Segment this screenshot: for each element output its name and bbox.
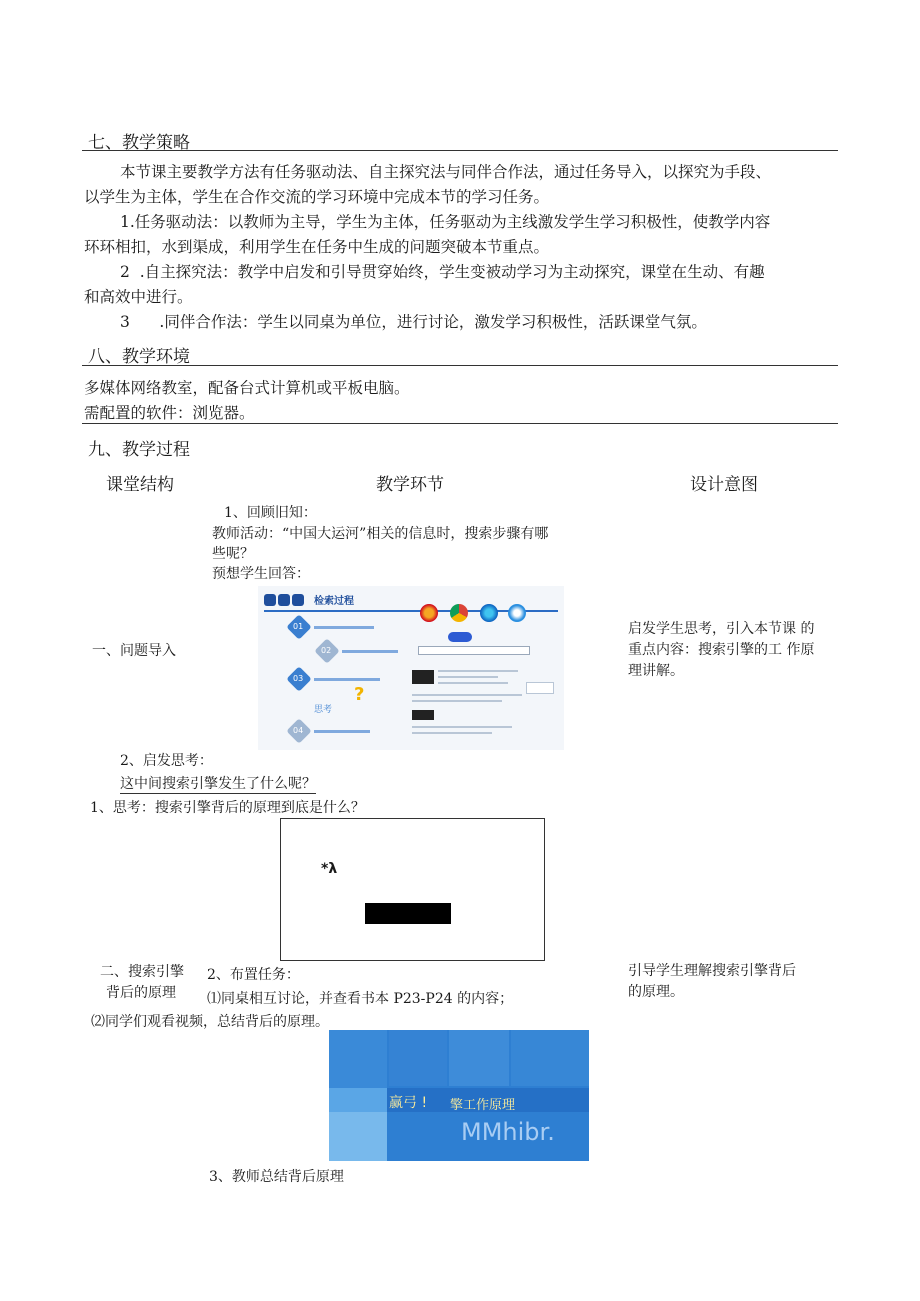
task-item-2: ⑵同学们观看视频，总结背后的原理。 bbox=[91, 1014, 329, 1030]
section-8-title: 八、教学环境 bbox=[88, 347, 190, 367]
strategy-intro-line-1: 本节课主要教学方法有任务驱动法、自主探究法与同伴合作法，通过任务导入，以探究为手段、 bbox=[120, 163, 772, 181]
ie-icon bbox=[508, 604, 526, 622]
row-2-intent-line-2: 的原理。 bbox=[628, 984, 684, 1000]
method-3-line-1: 3 .同伴合作法：学生以同桌为单位，进行讨论，激发学习积极性，活跃课堂气氛。 bbox=[120, 313, 707, 331]
black-box bbox=[365, 903, 451, 924]
search-process-illustration bbox=[258, 586, 564, 750]
row-1-intent-line-3: 理讲解。 bbox=[628, 663, 684, 679]
expected-answer-label: 预想学生回答： bbox=[212, 566, 310, 582]
black-box-figure bbox=[280, 818, 545, 961]
illustration-header bbox=[264, 592, 384, 608]
row-2-structure-label-1: 二、搜索引擎 bbox=[100, 964, 184, 980]
environment-line-1: 多媒体网络教室，配备台式计算机或平板电脑。 bbox=[84, 379, 410, 397]
assign-task-heading: 2、布置任务： bbox=[207, 967, 300, 983]
step-number: 01 bbox=[293, 622, 304, 631]
row-1-intent-line-2: 重点内容：搜索引擎的工 作原 bbox=[628, 642, 815, 658]
step-number: 02 bbox=[321, 646, 332, 655]
review-heading: 1、回顾旧知： bbox=[224, 505, 317, 521]
think-question: 1、思考：搜索引擎背后的原理到底是什么？ bbox=[90, 800, 365, 816]
method-2-line-1: 2 .自主探究法：教学中启发和引导贯穿始终，学生变被动学习为主动探究，课堂在生动、有趣 bbox=[120, 263, 765, 281]
column-header-steps: 教学环节 bbox=[376, 475, 444, 495]
task-item-1: ⑴同桌相互讨论，并查看书本 P23-P24 的内容； bbox=[207, 991, 514, 1007]
teacher-summary-step: 3、教师总结背后原理 bbox=[209, 1169, 344, 1185]
column-header-structure: 课堂结构 bbox=[106, 475, 174, 495]
row-2-structure-label-2: 背后的原理 bbox=[106, 985, 176, 1001]
column-header-intent: 设计意图 bbox=[690, 475, 758, 495]
search-logo bbox=[448, 632, 472, 642]
results-thumbnail bbox=[412, 670, 434, 684]
environment-line-2: 需配置的软件：浏览器。 bbox=[84, 404, 255, 422]
method-2-line-2: 和高效中进行。 bbox=[84, 288, 193, 306]
section-7-title: 七、教学策略 bbox=[88, 133, 190, 153]
method-1-line-2: 环环相扣，水到渠成，利用学生在任务中生成的问题突破本节重点。 bbox=[84, 238, 550, 256]
method-1-line-1: 1.任务驱动法：以教师为主导，学生为主体，任务驱动为主线激发学生学习积极性，使教学内容 bbox=[120, 213, 771, 231]
inspire-thinking-heading: 2、启发思考： bbox=[120, 753, 213, 769]
teacher-activity-line-1: 教师活动：“中国大运河”相关的信息时，搜索步骤有哪 bbox=[212, 526, 549, 542]
divider bbox=[82, 365, 838, 366]
divider bbox=[82, 423, 838, 424]
video-text-fragment: 赢弓 ! bbox=[389, 1095, 428, 1111]
section-9-title: 九、教学过程 bbox=[88, 440, 190, 460]
search-box bbox=[418, 646, 530, 655]
strategy-intro-line-2: 以学生为主体，学生在合作交流的学习环境中完成本节的学习任务。 bbox=[84, 188, 550, 206]
row-2-intent-line-1: 引导学生理解搜索引擎背后 bbox=[628, 963, 796, 979]
video-frame bbox=[329, 1030, 589, 1161]
firefox-icon bbox=[420, 604, 438, 622]
row-1-structure-label: 一、问题导入 bbox=[92, 643, 176, 659]
teacher-activity-line-2: 些呢？ bbox=[212, 546, 254, 562]
question-mark: ? bbox=[354, 684, 365, 705]
video-title: 擎工作原理 bbox=[450, 1098, 516, 1113]
inspire-thinking-question: 这中间搜索引擎发生了什么呢？ bbox=[120, 773, 316, 794]
figure-mark: *λ bbox=[321, 861, 338, 877]
step-number: 03 bbox=[293, 674, 304, 683]
divider bbox=[82, 150, 838, 151]
step-number: 04 bbox=[293, 726, 304, 735]
edge-icon bbox=[480, 604, 498, 622]
row-1-intent-line-1: 启发学生思考，引入本节课 的 bbox=[628, 621, 815, 637]
video-watermark: MMhibr. bbox=[461, 1118, 555, 1146]
think-label: 思考 bbox=[314, 705, 333, 715]
chrome-icon bbox=[450, 604, 468, 622]
illustration-title: 检索过程 bbox=[314, 596, 354, 607]
